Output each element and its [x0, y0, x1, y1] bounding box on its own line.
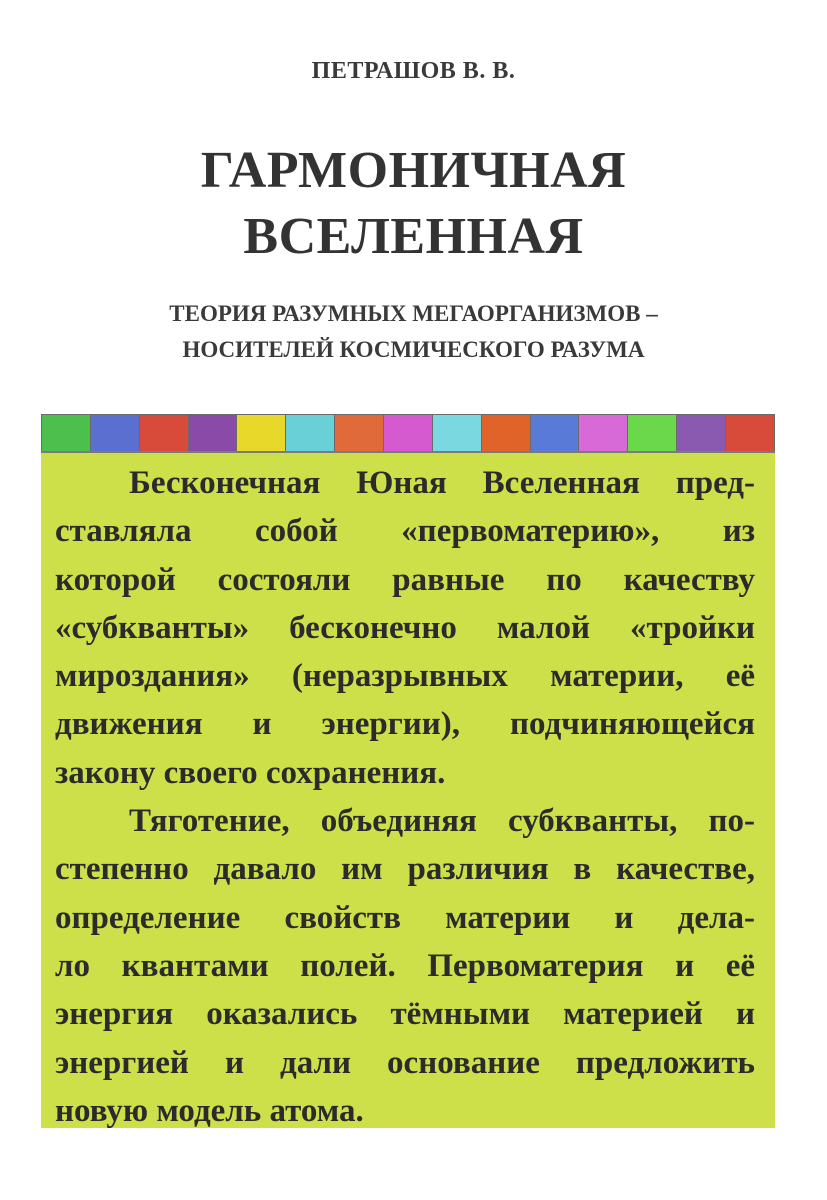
text-line: степенно давало им различия в качестве,: [55, 851, 755, 888]
color-square: [139, 414, 188, 451]
subtitle-line: НОСИТЕЛЕЙ КОСМИЧЕСКОГО РАЗУМА: [182, 337, 645, 362]
paragraph-1: [55, 459, 755, 797]
color-square: [41, 414, 90, 451]
text-line: ло квантами полей. Первоматерия и её: [55, 947, 755, 984]
color-square: [90, 414, 139, 451]
color-square: [285, 414, 334, 451]
book-subtitle: [0, 296, 827, 368]
text-panel: [41, 453, 775, 1128]
text-line: определение свойств материи и дела-: [55, 899, 755, 936]
paragraph-2: [55, 797, 755, 1135]
text-line: Тяготение, объединяя субкванты, по-: [129, 803, 755, 840]
color-square: [383, 414, 432, 451]
title-line: ВСЕЛЕННАЯ: [243, 208, 584, 265]
color-square: [481, 414, 530, 451]
text-line: энергия оказались тёмными материей и: [55, 996, 755, 1033]
text-line: которой состояли равные по качеству: [55, 561, 755, 598]
text-line: «субкванты» бесконечно малой «тройки: [55, 609, 755, 646]
book-author: ПЕТРАШОВ В. В.: [311, 58, 516, 84]
text-line: новую модель атома.: [55, 1092, 364, 1129]
text-line: энергией и дали основание предложить: [55, 1044, 755, 1081]
color-square: [236, 414, 285, 451]
text-line: ставляла собой «первоматерию», из: [55, 513, 755, 550]
text-line: закону своего сохранения.: [55, 754, 446, 791]
title-line: ГАРМОНИЧНАЯ: [200, 142, 627, 199]
color-square: [627, 414, 676, 451]
text-line: Бесконечная Юная Вселенная пред-: [129, 465, 755, 501]
text-line: мироздания» (неразрывных материи, её: [55, 658, 755, 695]
color-square: [676, 414, 725, 451]
color-square: [334, 414, 383, 451]
subtitle-line: ТЕОРИЯ РАЗУМНЫХ МЕГАОРГАНИЗМОВ –: [169, 301, 658, 326]
color-square: [578, 414, 627, 451]
color-square: [188, 414, 237, 451]
text-line: движения и энергии), подчиняющейся: [55, 706, 755, 743]
decorative-color-strip: [41, 414, 775, 453]
color-square: [432, 414, 481, 451]
book-title: [0, 138, 827, 270]
color-square: [725, 414, 775, 451]
color-square: [530, 414, 579, 451]
